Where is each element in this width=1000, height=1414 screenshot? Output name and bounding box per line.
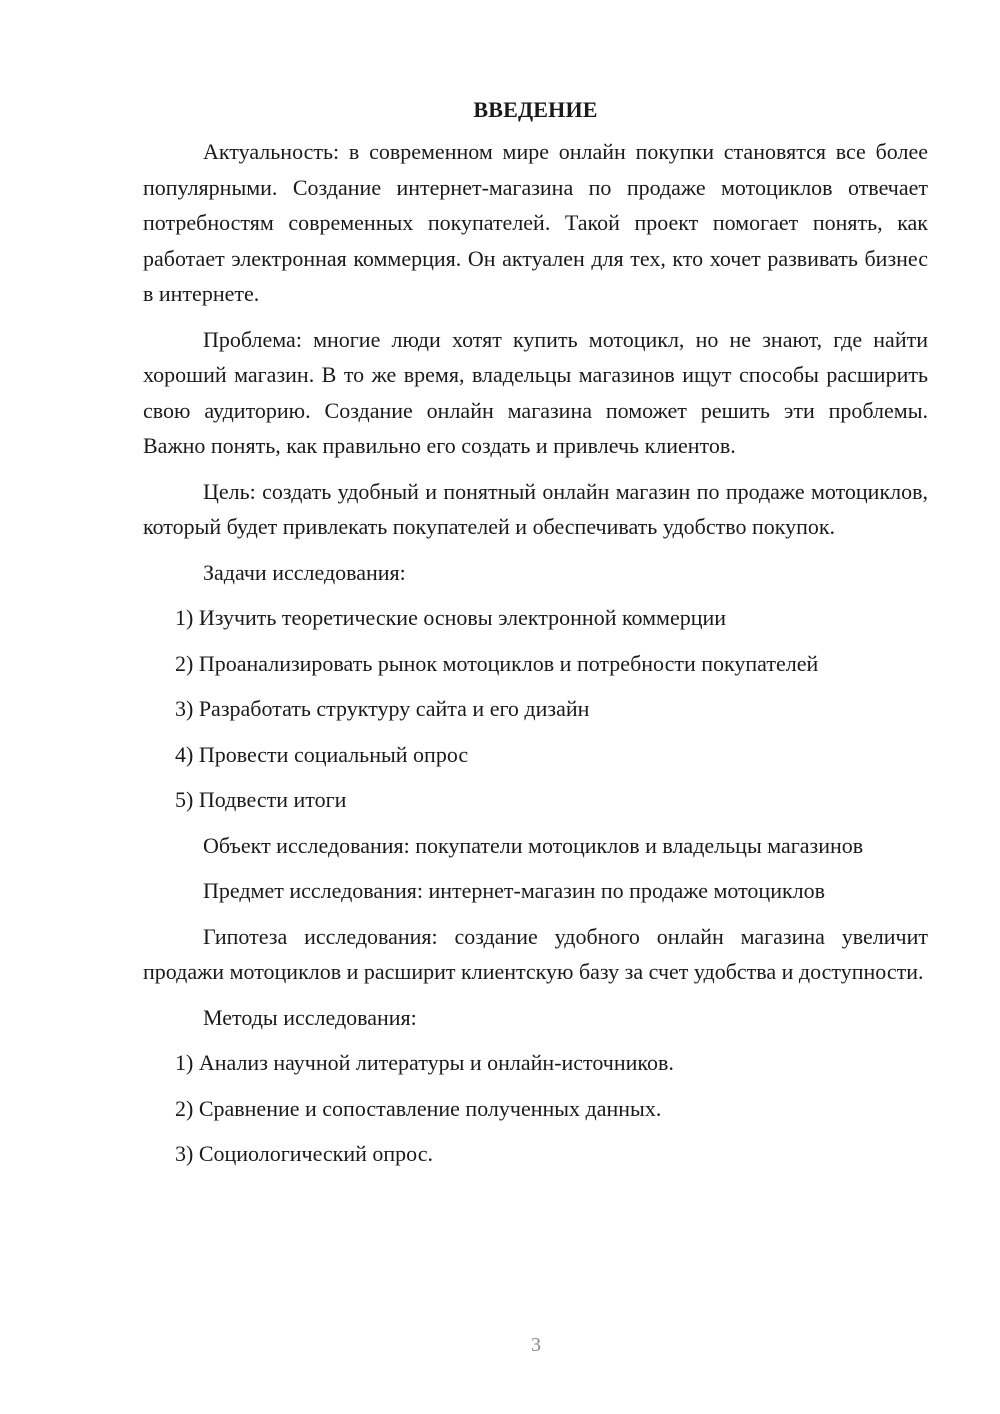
- hypothesis-paragraph: Гипотеза исследования: создание удобного онлайн магазина увеличит продажи мотоциклов и расширит клиентскую базу за счет удобства и доступности.: [143, 923, 928, 984]
- subject-paragraph: Предмет исследования: интернет-магазин по продаже мотоциклов: [203, 878, 826, 903]
- methods-list: [143, 1045, 928, 1172]
- list-item: 1) Изучить теоретические основы электронной коммерции: [175, 605, 727, 630]
- object-paragraph: Объект исследования: покупатели мотоциклов и владельцы магазинов: [203, 832, 864, 858]
- goal-paragraph: Цель: создать удобный и понятный онлайн магазин по продаже мотоциклов, который будет привлекать покупателей и обеспечивать удобство покупок.: [143, 478, 928, 539]
- list-item: 3) Социологический опрос.: [175, 1141, 433, 1166]
- methods-label: Методы исследования:: [203, 1004, 417, 1030]
- list-item: 5) Подвести итоги: [175, 787, 347, 812]
- page-number: 3: [531, 1334, 541, 1356]
- section-title: ВВЕДЕНИЕ: [473, 97, 598, 122]
- tasks-label: Задачи исследования:: [203, 559, 406, 585]
- list-item: 1) Анализ научной литературы и онлайн-источников.: [175, 1050, 674, 1075]
- tasks-list: [143, 600, 928, 818]
- relevance-paragraph: Актуальность: в современном мире онлайн покупки становятся все более популярными. Создание интернет-магазина по продаже мотоциклов отвечает потребностям современных покупателей. Такой проект помогает понять, как работает электронная коммерция. Он актуален для тех, кто хочет развивать бизнес в интернете.: [143, 139, 928, 306]
- problem-paragraph: Проблема: многие люди хотят купить мотоцикл, но не знают, где найти хороший магазин. В то же время, владельцы магазинов ищут способы расширить свою аудиторию. Создание онлайн магазина поможет решить эти проблемы. Важно понять, как правильно его создать и привлечь клиентов.: [143, 326, 928, 458]
- list-item: 3) Разработать структуру сайта и его дизайн: [175, 696, 590, 721]
- list-item: 2) Сравнение и сопоставление полученных данных.: [175, 1095, 662, 1121]
- list-item: 4) Провести социальный опрос: [175, 741, 469, 767]
- list-item: 2) Проанализировать рынок мотоциклов и потребности покупателей: [175, 650, 819, 676]
- document-body: [143, 96, 928, 1182]
